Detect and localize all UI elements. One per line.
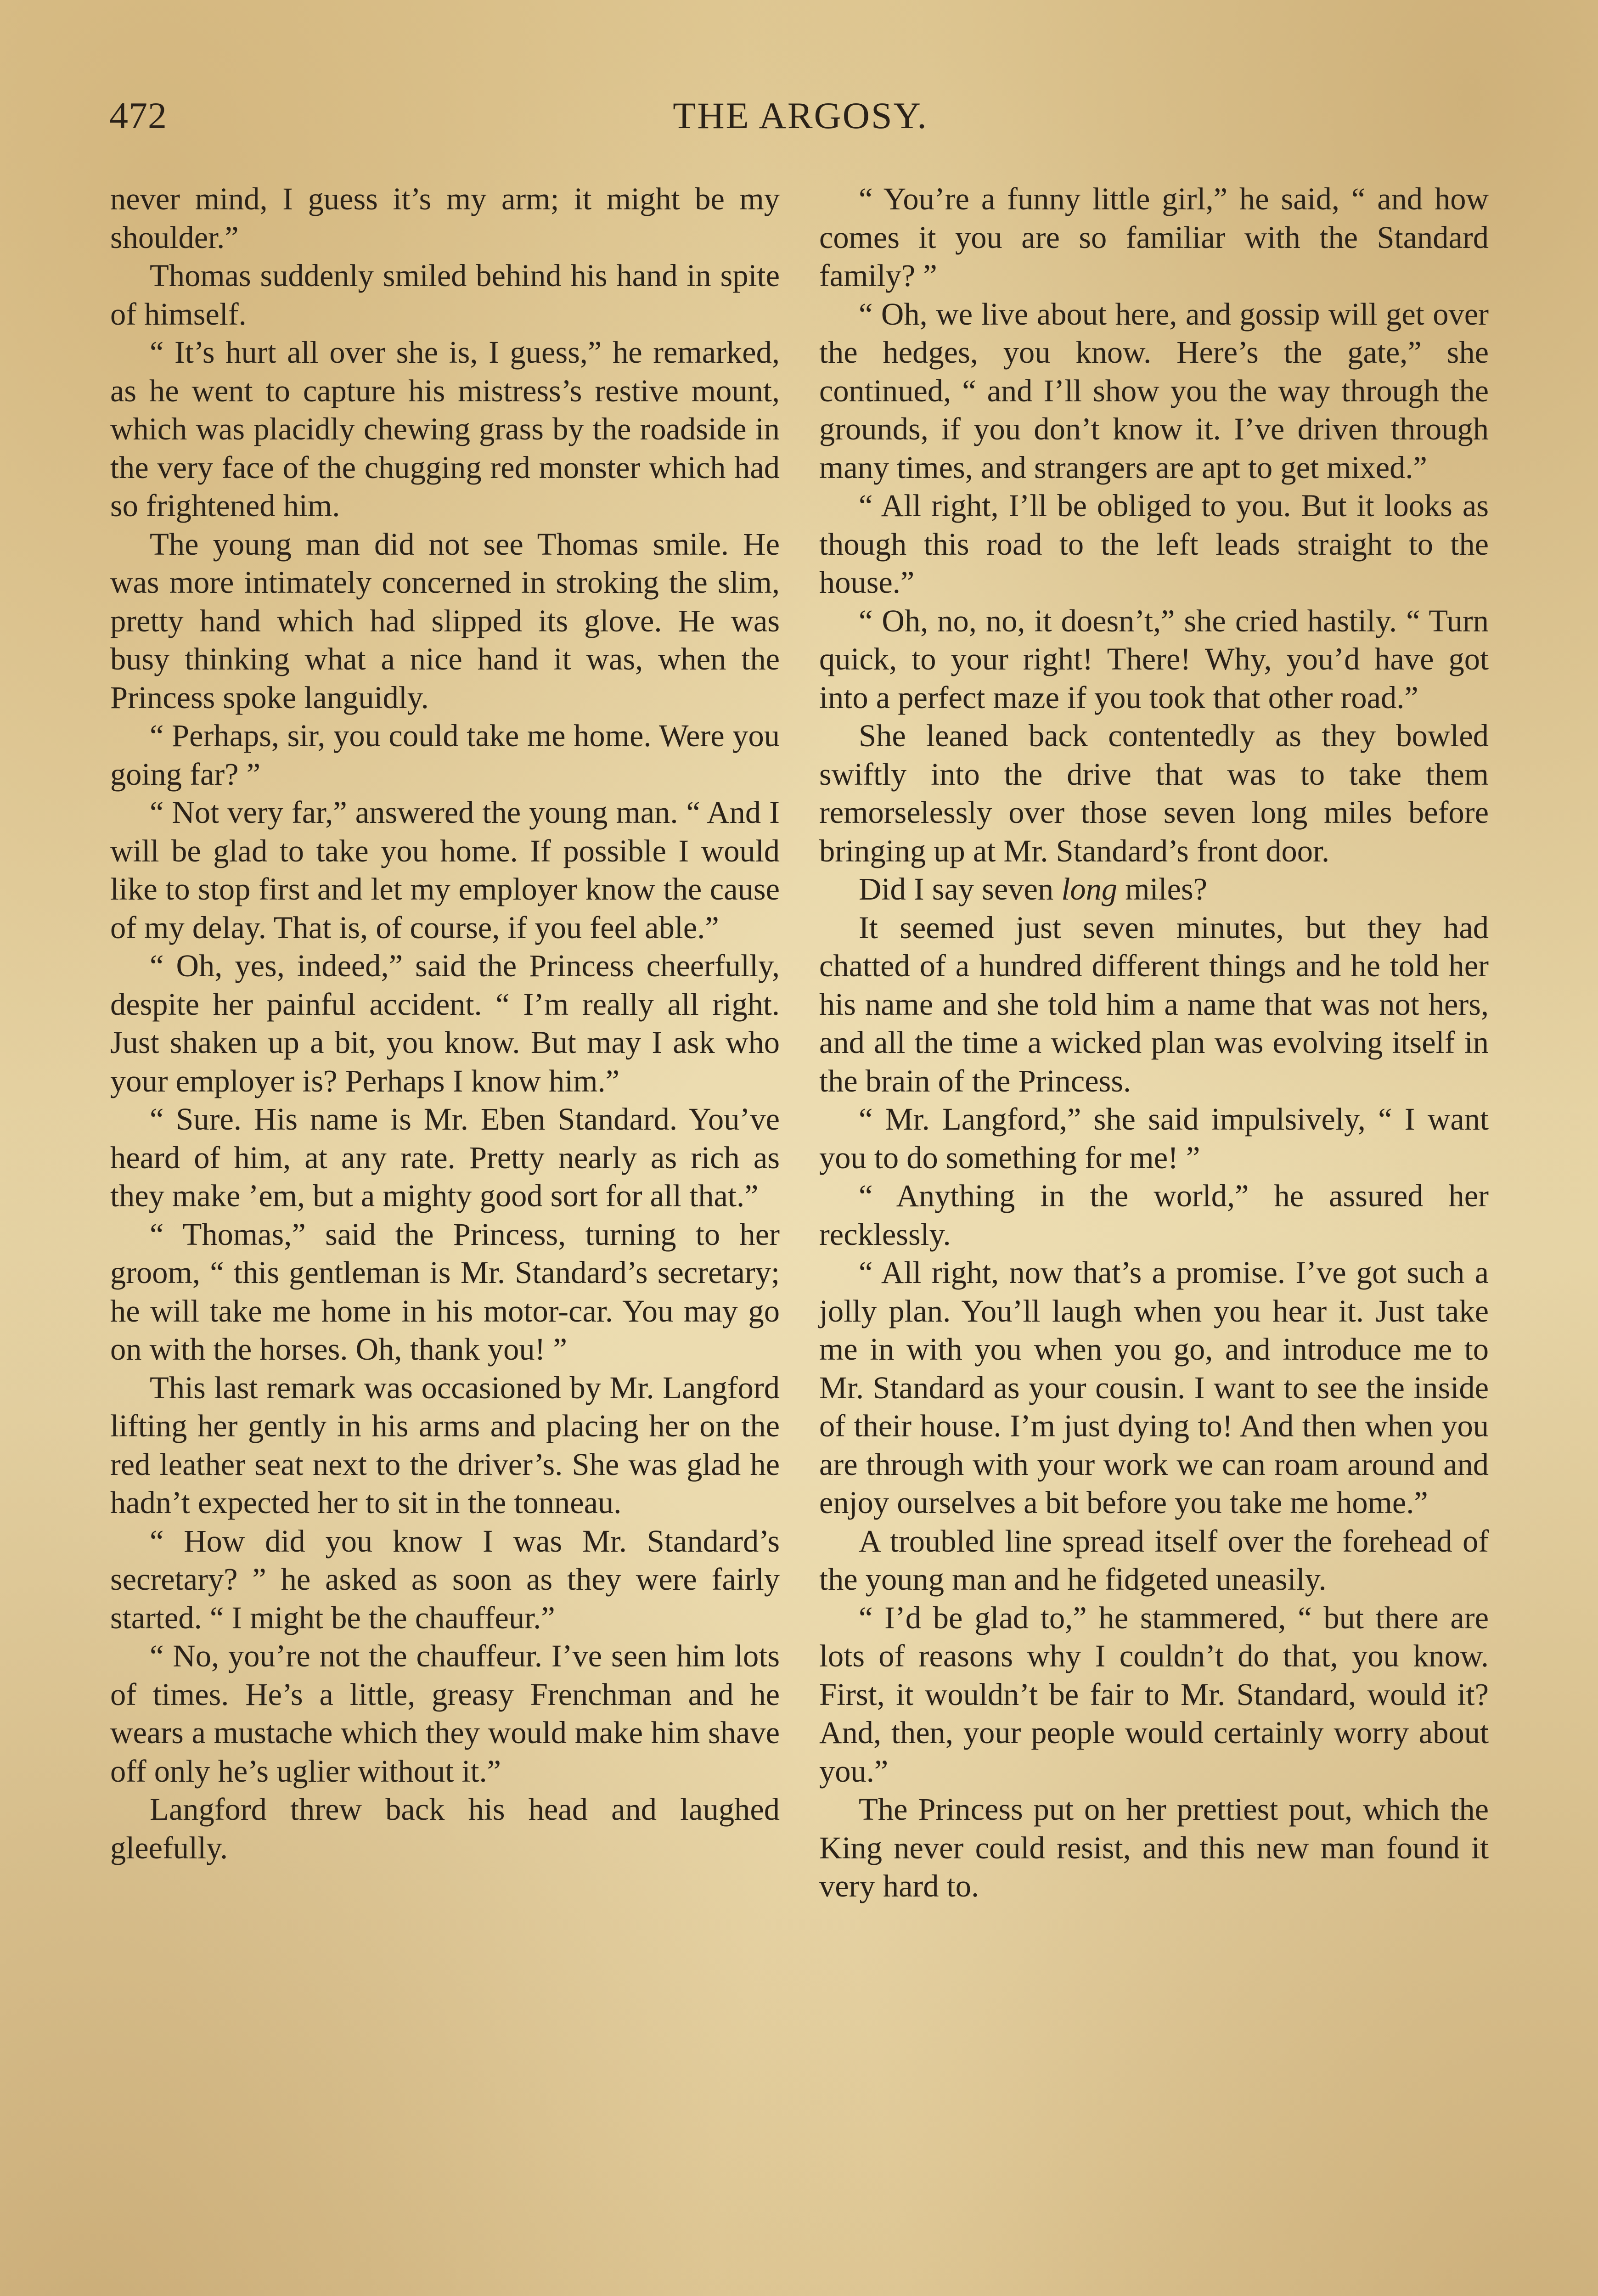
paragraph: Did I say seven long miles?: [859, 872, 1208, 906]
page-number: 472: [109, 95, 167, 136]
paragraph: Thomas suddenly smiled behind his hand in spite of himself.: [110, 258, 780, 332]
running-title: THE ARGOSY.: [673, 95, 928, 136]
paragraph: “ Perhaps, sir, you could take me home. Were you going far? ”: [110, 718, 780, 792]
paragraph: This last remark was occasioned by Mr. Langford lifting her gently in his arms and placing her on the red leather seat next to the driver’s. She was glad he hadn’t expected her to sit in the tonneau.: [110, 1370, 780, 1520]
paragraph: “ No, you’re not the chauffeur. I’ve seen him lots of times. He’s a little, greasy Frenchman and he wears a mustache which they would make him shave off only he’s uglier without it.”: [110, 1638, 780, 1789]
left-column: [110, 180, 780, 1867]
paragraph: “ You’re a funny little girl,” he said, “ and how comes it you are so familiar with the Standard family? ”: [819, 181, 1489, 293]
paragraph: “ All right, I’ll be obliged to you. But it looks as though this road to the left leads straight to the house.”: [819, 488, 1489, 600]
paragraph: A troubled line spread itself over the forehead of the young man and he fidgeted uneasily.: [819, 1523, 1489, 1597]
paragraph: The young man did not see Thomas smile. He was more intimately concerned in stroking the slim, pretty hand which had slipped its glove. He was busy thinking what a nice hand it was, when the Princess spoke languidly.: [110, 526, 780, 715]
paragraph: Langford threw back his head and laughed gleefully.: [110, 1792, 780, 1865]
paragraph: “ Mr. Langford,” she said impulsively, “ I want you to do something for me! ”: [819, 1102, 1489, 1175]
paragraph: It seemed just seven minutes, but they had chatted of a hundred different things and he told her his name and she told him a name that was not hers, and all the time a wicked plan was evolving itself in the brain of the Princess.: [819, 910, 1489, 1098]
paragraph: “ It’s hurt all over she is, I guess,” he remarked, as he went to capture his mistress’s restive mount, which was placidly chewing grass by the roadside in the very face of the chugging red monster which had so frightened him.: [110, 335, 780, 523]
paragraph: “ All right, now that’s a promise. I’ve got such a jolly plan. You’ll laugh when you hear it. Just take me in with you when you go, and introduce me to Mr. Standard as your cousin. I want to see the inside of their house. I’m just dying to! And then when you are through with your work we can roam around and enjoy ourselves a bit before you take me home.”: [819, 1255, 1489, 1520]
paragraph: “ Oh, no, no, it doesn’t,” she cried hastily. “ Turn quick, to your right! There! Why, you’d have got into a perfect maze if you took that other road.”: [819, 603, 1489, 715]
right-column: [819, 180, 1489, 1906]
paragraph: “ Sure. His name is Mr. Eben Standard. You’ve heard of him, at any rate. Pretty nearly as rich as they make ’em, but a mighty good sort for all that.”: [110, 1102, 780, 1213]
paragraph: The Princess put on her prettiest pout, which the King never could resist, and this new man found it very hard to.: [819, 1792, 1489, 1903]
paragraph: never mind, I guess it’s my arm; it might be my shoulder.”: [110, 181, 780, 255]
paragraph: “ How did you know I was Mr. Standard’s secretary? ” he asked as soon as they were fairly started. “ I might be the chauffeur.”: [110, 1523, 780, 1635]
paragraph: She leaned back contentedly as they bowled swiftly into the drive that was to take them remorselessly over those seven long miles before bringing up at Mr. Standard’s front door.: [819, 718, 1489, 868]
paragraph: “ Thomas,” said the Princess, turning to her groom, “ this gentleman is Mr. Standard’s secretary; he will take me home in his motor-car. You may go on with the horses. Oh, thank you! ”: [110, 1216, 780, 1367]
paragraph: “ I’d be glad to,” he stammered, “ but there are lots of reasons why I couldn’t do that, you know. First, it wouldn’t be fair to Mr. Standard, would it? And, then, your people would certainly worry about you.”: [819, 1600, 1489, 1789]
paragraph: “ Oh, yes, indeed,” said the Princess cheerfully, despite her painful accident. “ I’m really all right. Just shaken up a bit, you know. But may I ask who your employer is? Perhaps I know him.”: [110, 948, 780, 1098]
page-header: [109, 94, 1491, 149]
paragraph: “ Not very far,” answered the young man. “ And I will be glad to take you home. If possible I would like to stop first and let my employer know the cause of my delay. That is, of course, if you feel able.”: [110, 795, 780, 945]
paragraph: “ Oh, we live about here, and gossip will get over the hedges, you know. Here’s the gate,” she continued, “ and I’ll show you the way through the grounds, if you don’t know it. I’ve driven through many times, and strangers are apt to get mixed.”: [819, 296, 1489, 485]
paragraph: “ Anything in the world,” he assured her recklessly.: [819, 1178, 1489, 1252]
